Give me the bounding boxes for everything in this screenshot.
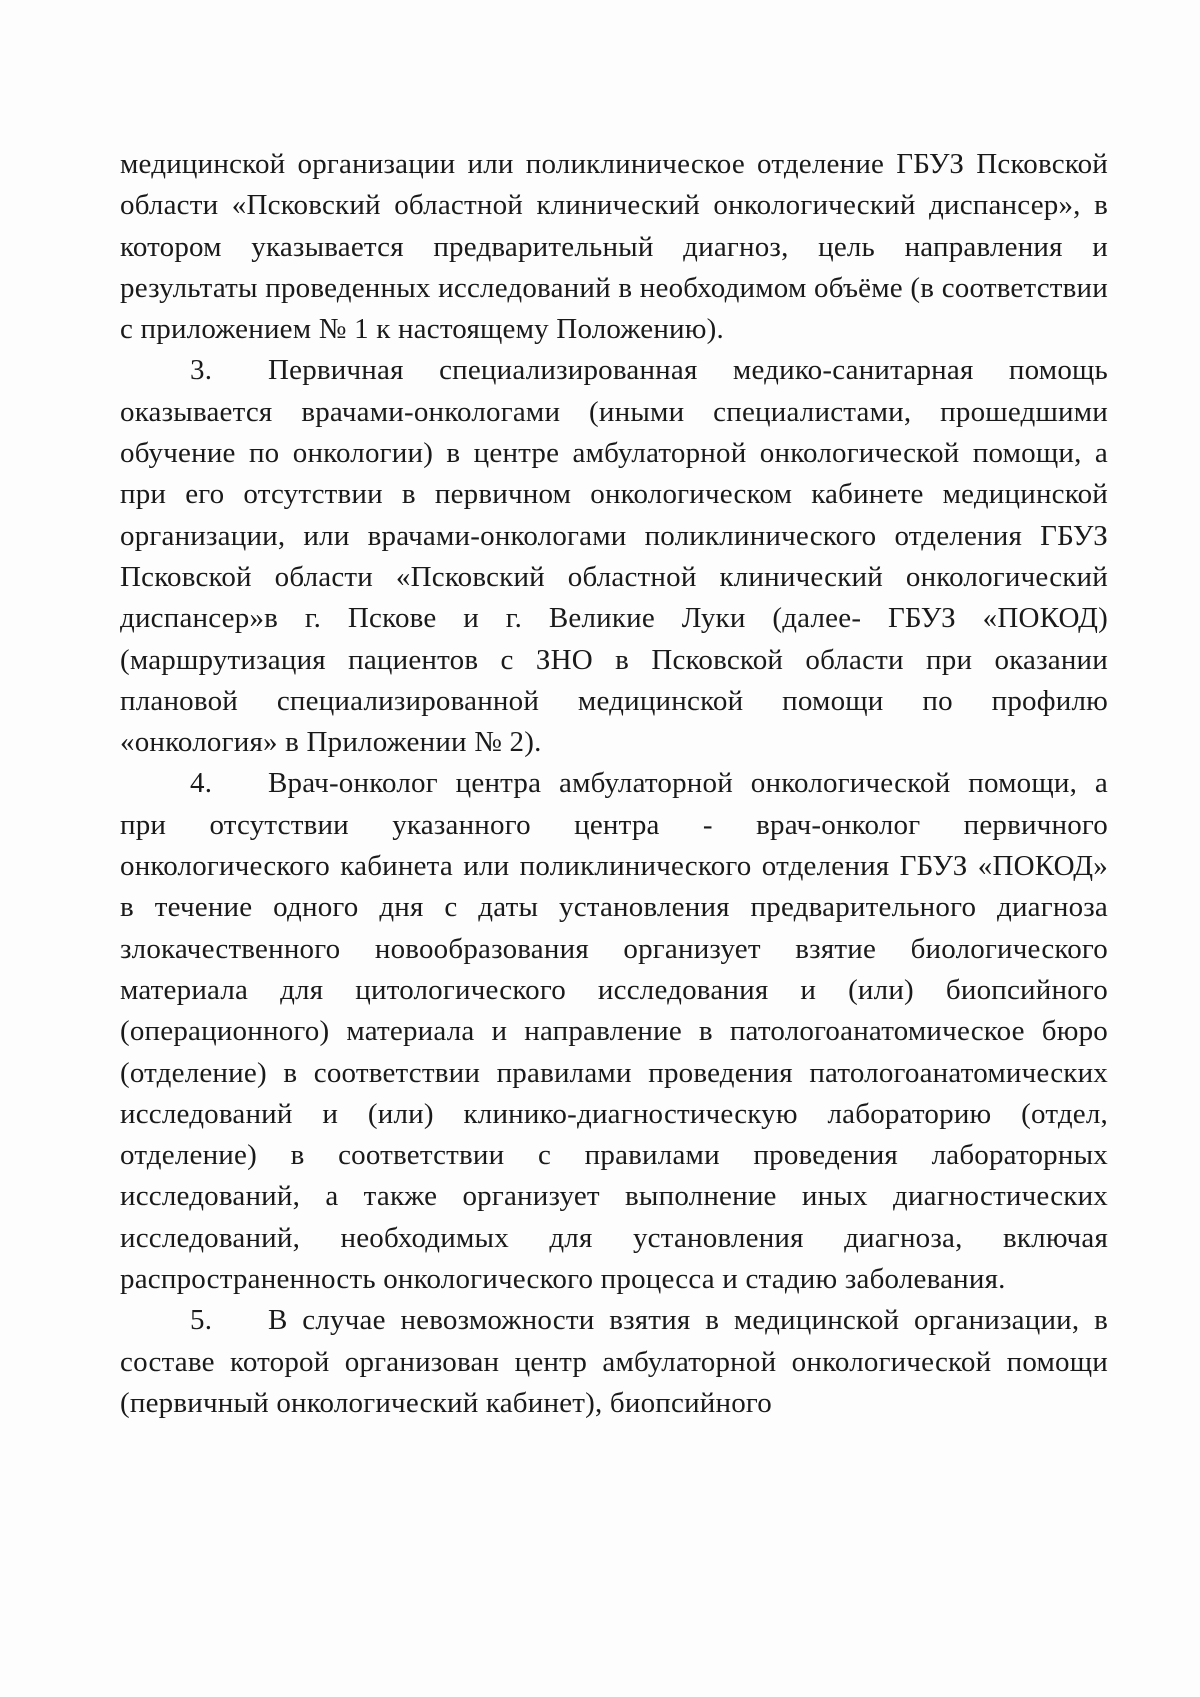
paragraph-text: Первичная специализированная медико-санитарная помощь оказывается врачами-онкологами (иными специалистами, прошедшими обучение по онкологии) в центре амбулаторной онкологической помощи, а при его отсутствии в первичном онкологическом кабинете медицинской организации, или врачами-онкологами поликлинического отделения ГБУЗ Псковской области «Псковский областной клинический онкологический диспансер»в г. Пскове и г. Великие Луки (далее- ГБУЗ «ПОКОД) (маршрутизация пациентов с ЗНО в Псковской области при оказании плановой специализированной медицинской помощи по профилю «онкология» в Приложении № 2).: [120, 354, 1108, 759]
paragraph-number: 5.: [190, 1304, 213, 1337]
paragraph-5: [120, 1300, 1108, 1424]
paragraph-text: В случае невозможности взятия в медицинской организации, в составе которой организован центр амбулаторной онкологической помощи (первичный онкологический кабинет), биопсийного: [120, 1304, 1108, 1419]
paragraph-text: медицинской организации или поликлиническое отделение ГБУЗ Псковской области «Псковский областной клинический онкологический диспансер», в котором указывается предварительный диагноз, цель направления и результаты проведенных исследований в необходимом объёме (в соответствии с приложением № 1 к настоящему Положению).: [120, 148, 1108, 346]
paragraph-3: [120, 350, 1108, 763]
document-body: [120, 144, 1108, 1424]
paragraph-text: Врач-онколог центра амбулаторной онкологической помощи, а при отсутствии указанного центра - врач-онколог первичного онкологического кабинета или поликлинического отделения ГБУЗ «ПОКОД» в течение одного дня с даты установления предварительного диагноза злокачественного новообразования организует взятие биологического материала для цитологического исследования и (или) биопсийного (операционного) материала и направление в патологоанатомическое бюро (отделение) в соответствии правилами проведения патологоанатомических исследований и (или) клинико-диагностическую лабораторию (отдел, отделение) в соответствии с правилами проведения лабораторных исследований, а также организует выполнение иных диагностических исследований, необходимых для установления диагноза, включая распространенность онкологического процесса и стадию заболевания.: [120, 767, 1108, 1296]
paragraph-number: 3.: [190, 354, 213, 387]
paragraph-4: [120, 763, 1108, 1300]
paragraph-number: 4.: [190, 767, 213, 800]
paragraph-continuation: [120, 144, 1108, 350]
